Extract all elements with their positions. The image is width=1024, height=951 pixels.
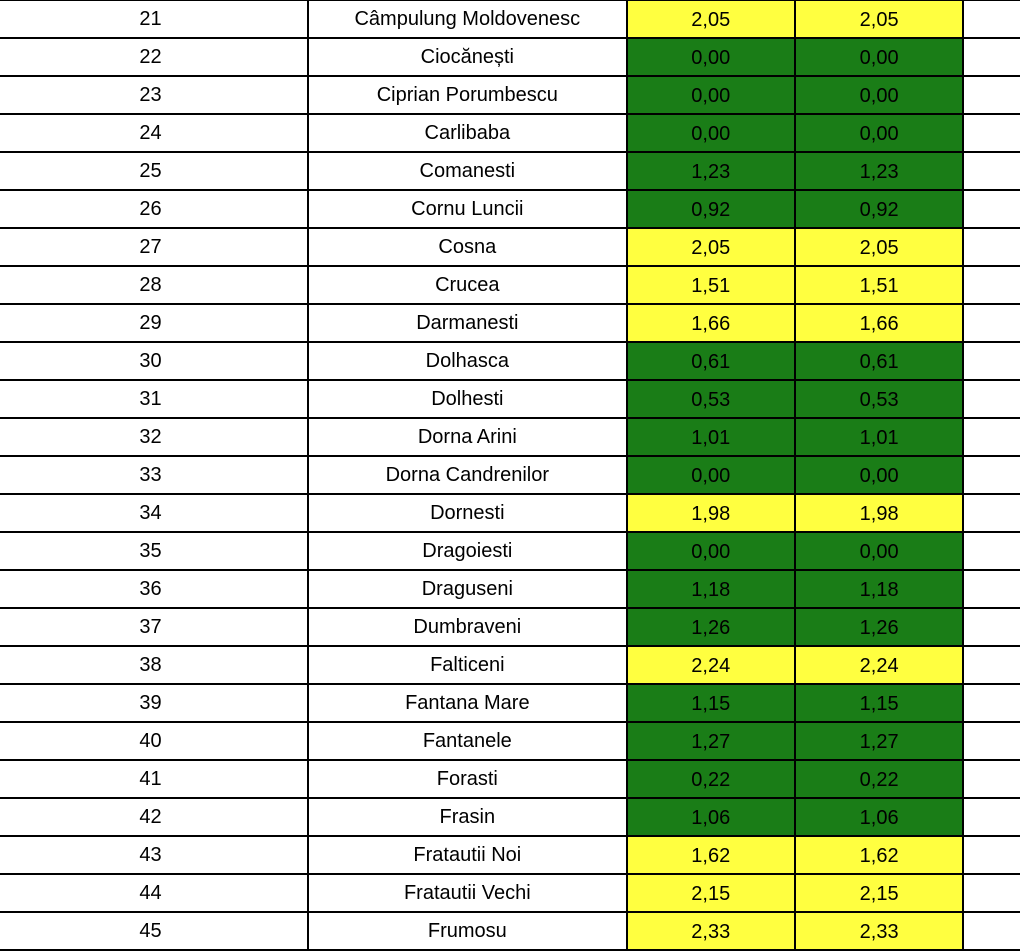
locality-name-cell[interactable]: Cosna (308, 228, 627, 266)
locality-name-cell[interactable]: Carlibaba (308, 114, 627, 152)
row-number-cell[interactable]: 21 (0, 0, 308, 38)
value-cell-1[interactable]: 1,18 (627, 570, 795, 608)
row-number-cell[interactable]: 29 (0, 304, 308, 342)
value-cell-2[interactable]: 1,01 (795, 418, 963, 456)
value-cell-2[interactable]: 0,22 (795, 760, 963, 798)
row-number-cell[interactable]: 36 (0, 570, 308, 608)
empty-cell[interactable] (963, 152, 1020, 190)
locality-name-cell[interactable]: Forasti (308, 760, 627, 798)
empty-cell[interactable] (963, 76, 1020, 114)
empty-cell[interactable] (963, 608, 1020, 646)
value-cell-1[interactable]: 2,05 (627, 228, 795, 266)
table-row (0, 418, 1020, 456)
empty-cell[interactable] (963, 684, 1020, 722)
empty-cell[interactable] (963, 494, 1020, 532)
value-cell-1[interactable]: 0,61 (627, 342, 795, 380)
value-cell-1[interactable]: 0,00 (627, 38, 795, 76)
row-number-cell[interactable]: 34 (0, 494, 308, 532)
row-number-cell[interactable]: 37 (0, 608, 308, 646)
value-cell-1[interactable]: 0,53 (627, 380, 795, 418)
locality-name-cell[interactable]: Fantana Mare (308, 684, 627, 722)
empty-cell[interactable] (963, 342, 1020, 380)
locality-name-cell[interactable]: Fantanele (308, 722, 627, 760)
value-cell-1[interactable]: 1,27 (627, 722, 795, 760)
value-cell-1[interactable]: 0,00 (627, 456, 795, 494)
locality-name-cell[interactable]: Dorna Candrenilor (308, 456, 627, 494)
locality-name-cell[interactable]: Dornesti (308, 494, 627, 532)
value-cell-1[interactable]: 0,22 (627, 760, 795, 798)
row-number-cell[interactable]: 30 (0, 342, 308, 380)
value-cell-2[interactable]: 1,66 (795, 304, 963, 342)
value-cell-1[interactable]: 1,62 (627, 836, 795, 874)
value-cell-2[interactable]: 1,27 (795, 722, 963, 760)
row-number-cell[interactable]: 41 (0, 760, 308, 798)
row-number-cell[interactable]: 26 (0, 190, 308, 228)
empty-cell[interactable] (963, 114, 1020, 152)
row-number-cell[interactable]: 42 (0, 798, 308, 836)
row-number-cell[interactable]: 39 (0, 684, 308, 722)
value-cell-1[interactable]: 1,06 (627, 798, 795, 836)
value-cell-1[interactable]: 2,05 (627, 0, 795, 38)
table-row (0, 266, 1020, 304)
table-row (0, 380, 1020, 418)
empty-cell[interactable] (963, 722, 1020, 760)
value-cell-2[interactable]: 0,00 (795, 38, 963, 76)
empty-cell[interactable] (963, 0, 1020, 38)
value-cell-2[interactable]: 0,00 (795, 76, 963, 114)
row-number-cell[interactable]: 28 (0, 266, 308, 304)
locality-name-cell[interactable]: Frumosu (308, 912, 627, 950)
value-cell-2[interactable]: 0,92 (795, 190, 963, 228)
value-cell-1[interactable]: 0,00 (627, 114, 795, 152)
row-number-cell[interactable]: 44 (0, 874, 308, 912)
table-row (0, 114, 1020, 152)
value-cell-2[interactable]: 0,53 (795, 380, 963, 418)
row-number-cell[interactable]: 27 (0, 228, 308, 266)
empty-cell[interactable] (963, 874, 1020, 912)
table-row (0, 190, 1020, 228)
table-row (0, 570, 1020, 608)
locality-name-cell[interactable]: Cornu Luncii (308, 190, 627, 228)
value-cell-2[interactable]: 1,51 (795, 266, 963, 304)
empty-cell[interactable] (963, 266, 1020, 304)
table-row (0, 722, 1020, 760)
value-cell-2[interactable]: 0,00 (795, 456, 963, 494)
table-row (0, 874, 1020, 912)
empty-cell[interactable] (963, 836, 1020, 874)
locality-name-cell[interactable]: Darmanesti (308, 304, 627, 342)
table-row (0, 684, 1020, 722)
value-cell-2[interactable]: 2,33 (795, 912, 963, 950)
row-number-cell[interactable]: 40 (0, 722, 308, 760)
value-cell-2[interactable]: 0,61 (795, 342, 963, 380)
value-cell-2[interactable]: 1,18 (795, 570, 963, 608)
empty-cell[interactable] (963, 456, 1020, 494)
table-row (0, 798, 1020, 836)
value-cell-2[interactable]: 2,24 (795, 646, 963, 684)
value-cell-2[interactable]: 1,98 (795, 494, 963, 532)
empty-cell[interactable] (963, 38, 1020, 76)
table-row (0, 342, 1020, 380)
value-cell-2[interactable]: 1,23 (795, 152, 963, 190)
value-cell-1[interactable]: 1,23 (627, 152, 795, 190)
row-number-cell[interactable]: 43 (0, 836, 308, 874)
value-cell-2[interactable]: 1,06 (795, 798, 963, 836)
table-row (0, 38, 1020, 76)
table-row (0, 228, 1020, 266)
row-number-cell[interactable]: 45 (0, 912, 308, 950)
empty-cell[interactable] (963, 646, 1020, 684)
empty-cell[interactable] (963, 190, 1020, 228)
table-row (0, 494, 1020, 532)
value-cell-1[interactable]: 2,33 (627, 912, 795, 950)
row-number-cell[interactable]: 23 (0, 76, 308, 114)
empty-cell[interactable] (963, 570, 1020, 608)
row-number-cell[interactable]: 33 (0, 456, 308, 494)
locality-name-cell[interactable]: Dolhesti (308, 380, 627, 418)
locality-name-cell[interactable]: Ciprian Porumbescu (308, 76, 627, 114)
value-cell-2[interactable]: 2,15 (795, 874, 963, 912)
value-cell-2[interactable]: 0,00 (795, 532, 963, 570)
table-row (0, 76, 1020, 114)
locality-name-cell[interactable]: Comanesti (308, 152, 627, 190)
value-cell-1[interactable]: 1,98 (627, 494, 795, 532)
row-number-cell[interactable]: 38 (0, 646, 308, 684)
table-row (0, 836, 1020, 874)
locality-name-cell[interactable]: Dumbraveni (308, 608, 627, 646)
row-number-cell[interactable]: 32 (0, 418, 308, 456)
table-row (0, 0, 1020, 38)
row-number-cell[interactable]: 31 (0, 380, 308, 418)
table-row (0, 760, 1020, 798)
locality-name-cell[interactable]: Frasin (308, 798, 627, 836)
table-row (0, 152, 1020, 190)
empty-cell[interactable] (963, 532, 1020, 570)
empty-cell[interactable] (963, 418, 1020, 456)
value-cell-1[interactable]: 1,01 (627, 418, 795, 456)
locality-name-cell[interactable]: Ciocănești (308, 38, 627, 76)
value-cell-2[interactable]: 1,15 (795, 684, 963, 722)
empty-cell[interactable] (963, 760, 1020, 798)
row-number-cell[interactable]: 25 (0, 152, 308, 190)
table-row (0, 608, 1020, 646)
value-cell-1[interactable]: 0,92 (627, 190, 795, 228)
value-cell-2[interactable]: 1,26 (795, 608, 963, 646)
value-cell-1[interactable]: 1,15 (627, 684, 795, 722)
table-row (0, 456, 1020, 494)
table-row (0, 912, 1020, 950)
table-row (0, 532, 1020, 570)
empty-cell[interactable] (963, 912, 1020, 950)
row-number-cell[interactable]: 35 (0, 532, 308, 570)
value-cell-1[interactable]: 2,15 (627, 874, 795, 912)
value-cell-1[interactable]: 2,24 (627, 646, 795, 684)
value-cell-1[interactable]: 1,66 (627, 304, 795, 342)
locality-name-cell[interactable]: Dolhasca (308, 342, 627, 380)
locality-name-cell[interactable]: Câmpulung Moldovenesc (308, 0, 627, 38)
locality-name-cell[interactable]: Dorna Arini (308, 418, 627, 456)
locality-name-cell[interactable]: Fratautii Vechi (308, 874, 627, 912)
empty-cell[interactable] (963, 304, 1020, 342)
value-cell-2[interactable]: 0,00 (795, 114, 963, 152)
locality-name-cell[interactable]: Dragoiesti (308, 532, 627, 570)
row-number-cell[interactable]: 22 (0, 38, 308, 76)
empty-cell[interactable] (963, 380, 1020, 418)
value-cell-1[interactable]: 0,00 (627, 76, 795, 114)
empty-cell[interactable] (963, 228, 1020, 266)
value-cell-2[interactable]: 2,05 (795, 228, 963, 266)
value-cell-1[interactable]: 1,26 (627, 608, 795, 646)
locality-name-cell[interactable]: Fratautii Noi (308, 836, 627, 874)
value-cell-1[interactable]: 0,00 (627, 532, 795, 570)
locality-name-cell[interactable]: Draguseni (308, 570, 627, 608)
empty-cell[interactable] (963, 798, 1020, 836)
row-number-cell[interactable]: 24 (0, 114, 308, 152)
locality-name-cell[interactable]: Falticeni (308, 646, 627, 684)
value-cell-1[interactable]: 1,51 (627, 266, 795, 304)
value-cell-2[interactable]: 1,62 (795, 836, 963, 874)
value-cell-2[interactable]: 2,05 (795, 0, 963, 38)
table-row (0, 646, 1020, 684)
locality-name-cell[interactable]: Crucea (308, 266, 627, 304)
table-row (0, 304, 1020, 342)
